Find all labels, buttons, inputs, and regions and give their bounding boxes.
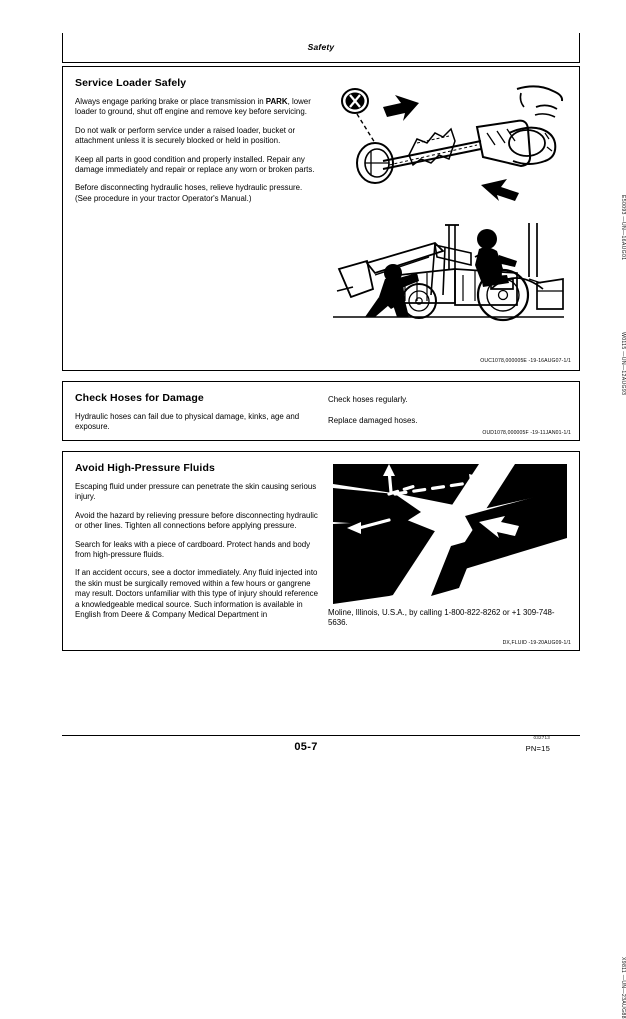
footer-date-code: 032713 xyxy=(533,735,550,740)
para-1-rest: , lower loader to ground, shut off engine and remove key before servicing. xyxy=(75,97,311,117)
tractor-raised-loader-hazard-figure xyxy=(331,217,566,327)
section-3-paragraph-2: Avoid the hazard by relieving pressure before disconnecting hydraulic or other lines. Tighten all connections before applying pressure. xyxy=(75,510,318,531)
section-2-title: Check Hoses for Damage xyxy=(75,392,204,404)
section-2-right-paragraph-1: Check hoses regularly. xyxy=(328,395,408,404)
section-3-paragraph-4: If an accident occurs, see a doctor immediately. Any fluid injected into the skin must be surgically removed within a few hours or gangrene may result. Doctors unfamiliar with this type of injury should reference a knowledgeable medical source. Such information is available in English from Deere & Company Medical Department in xyxy=(75,568,318,620)
section-1-paragraph-3: Keep all parts in good condition and properly installed. Repair any damage immediately and repair or replace any worn or broken parts. xyxy=(75,154,315,175)
section-2-right-paragraph-2: Replace damaged hoses. xyxy=(328,416,418,426)
section-3-continuation-column xyxy=(328,608,569,629)
para-1-emphasis: PARK xyxy=(265,97,288,106)
section-3-paragraph-1: Escaping fluid under pressure can penetrate the skin causing serious injury. xyxy=(75,482,317,502)
section-1-paragraph-1 xyxy=(75,97,318,118)
section-1-text-column xyxy=(75,77,318,204)
section-2-paragraph-1: Hydraulic hoses can fail due to physical damage, kinks, age and exposure. xyxy=(75,412,300,432)
section-2-caption-code: OUD1078,000005F -19-11JAN01-1/1 xyxy=(482,430,571,436)
section-1-title: Service Loader Safely xyxy=(75,77,187,89)
ignition-key-removal-figure xyxy=(331,81,566,201)
section-check-hoses-for-damage xyxy=(62,381,580,441)
section-3-text-column xyxy=(75,462,318,620)
section-service-loader-safely xyxy=(62,66,626,396)
section-3-title: Avoid High-Pressure Fluids xyxy=(75,462,215,474)
footer-pn: PN=15 xyxy=(525,744,550,753)
section-3-continuation: Moline, Illinois, U.S.A., by calling 1-800-822-8262 or +1 309-748-5636. xyxy=(328,608,555,628)
footer-divider xyxy=(62,735,580,736)
para-1-lead: Always engage parking brake or place transmission in xyxy=(75,97,266,106)
figure-2-illustration-id: W0115 —UN—12AUG93 xyxy=(620,332,626,396)
section-1-caption-code: OUC1078,000005E -19-16AUG07-1/1 xyxy=(480,358,571,364)
section-3-paragraph-3: Search for leaks with a piece of cardboard. Protect hands and body from high-pressure fluids. xyxy=(75,539,311,560)
section-1-paragraph-4: Before disconnecting hydraulic hoses, relieve hydraulic pressure. (See procedure in your tractor Operator's Manual.) xyxy=(75,183,303,203)
section-1-paragraph-2: Do not walk or perform service under a raised loader, bucket or attachment unless it is securely blocked or held in position. xyxy=(75,125,296,146)
section-3-caption-code: DX,FLUID -19-20AUG09-1/1 xyxy=(502,640,571,646)
high-pressure-fluid-injection-figure xyxy=(329,464,567,604)
page-number: 05-7 xyxy=(294,741,318,753)
figure-3-illustration-id: X9811 —UN—23AUG88 xyxy=(620,957,626,1019)
header-title: Safety xyxy=(307,42,335,52)
running-header xyxy=(62,33,580,63)
figure-1-illustration-id: E50093 —UN—16AUG01 xyxy=(620,195,626,261)
section-2-left-column xyxy=(75,392,318,433)
